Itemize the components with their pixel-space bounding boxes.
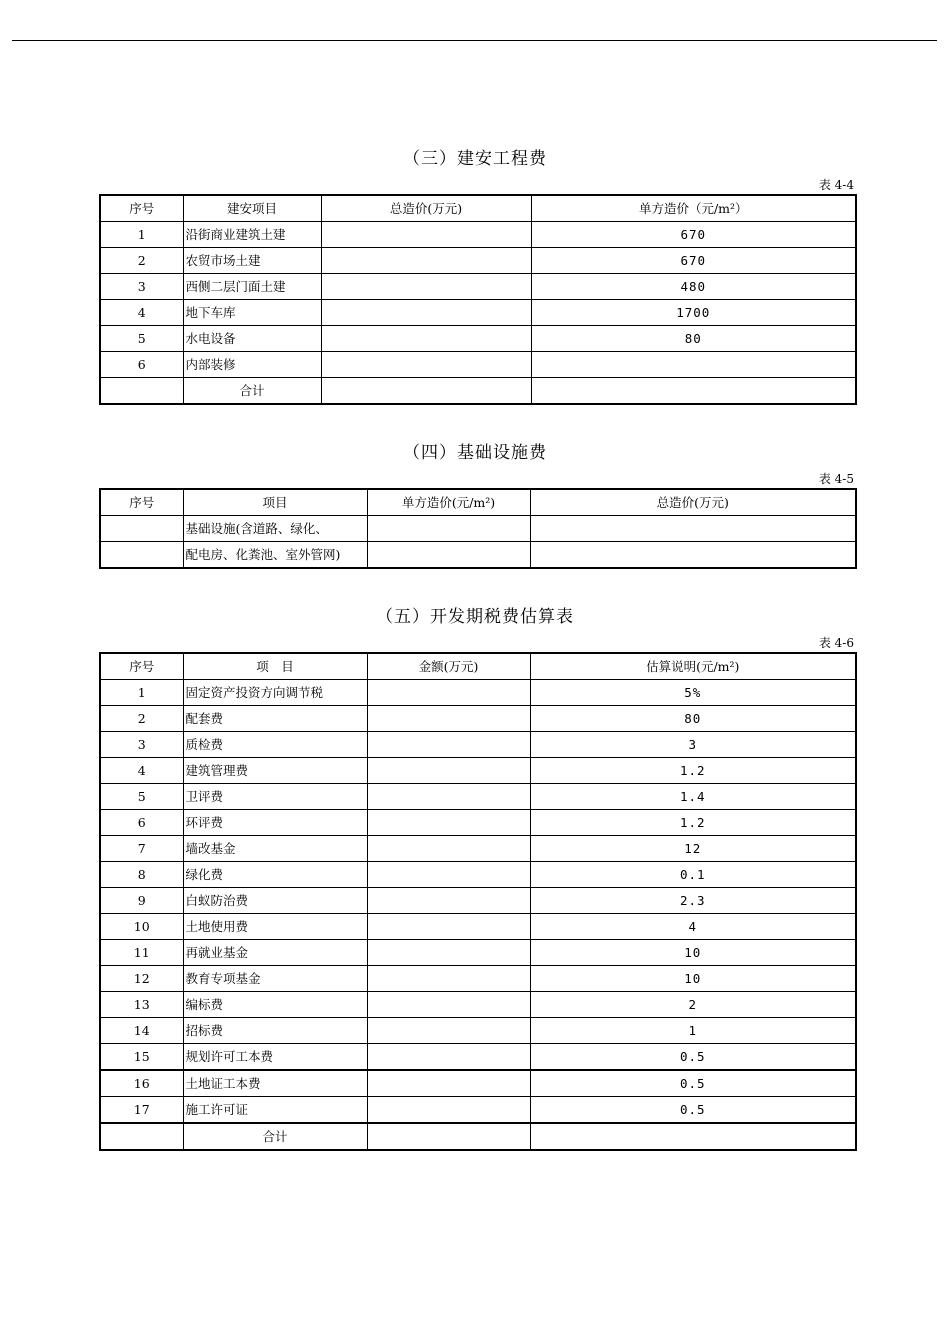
table-row bbox=[100, 706, 856, 732]
header-cell: 单方造价（元/m²） bbox=[531, 195, 856, 222]
estimate-note: 1 bbox=[530, 1018, 856, 1044]
table-row bbox=[100, 542, 856, 569]
header-cell: 估算说明(元/m²) bbox=[530, 653, 856, 680]
estimate-note: 10 bbox=[530, 940, 856, 966]
row-number: 12 bbox=[100, 966, 183, 992]
estimate-note: 0.5 bbox=[530, 1097, 856, 1124]
empty-cell bbox=[100, 516, 183, 542]
empty-cell bbox=[100, 542, 183, 569]
section5-table-number: 表 4-6 bbox=[818, 636, 854, 650]
item-name: 土地证工本费 bbox=[183, 1070, 367, 1097]
amount bbox=[367, 888, 530, 914]
header-cell: 总造价(万元) bbox=[530, 489, 856, 516]
table-row bbox=[100, 810, 856, 836]
unit-cost: 670 bbox=[531, 222, 856, 248]
row-number: 3 bbox=[100, 274, 183, 300]
amount bbox=[367, 862, 530, 888]
empty-cell bbox=[530, 542, 856, 569]
table-row bbox=[100, 326, 856, 352]
row-number: 9 bbox=[100, 888, 183, 914]
row-number: 8 bbox=[100, 862, 183, 888]
empty-cell bbox=[531, 378, 856, 405]
item-name: 教育专项基金 bbox=[183, 966, 367, 992]
total-row bbox=[100, 378, 856, 405]
estimate-note: 2.3 bbox=[530, 888, 856, 914]
item-name: 招标费 bbox=[183, 1018, 367, 1044]
estimate-note: 80 bbox=[530, 706, 856, 732]
amount bbox=[367, 732, 530, 758]
amount bbox=[367, 1097, 530, 1124]
item-name: 规划许可工本费 bbox=[183, 1044, 367, 1071]
row-number: 6 bbox=[100, 352, 183, 378]
amount bbox=[367, 966, 530, 992]
unit-cost: 670 bbox=[531, 248, 856, 274]
item-name: 环评费 bbox=[183, 810, 367, 836]
table-row bbox=[100, 274, 856, 300]
total-label: 合计 bbox=[183, 378, 321, 405]
table-row bbox=[100, 940, 856, 966]
row-number: 11 bbox=[100, 940, 183, 966]
table-row bbox=[100, 966, 856, 992]
estimate-note: 0.5 bbox=[530, 1070, 856, 1097]
estimate-note: 12 bbox=[530, 836, 856, 862]
total-cost bbox=[321, 300, 531, 326]
row-number: 16 bbox=[100, 1070, 183, 1097]
construction-cost-table bbox=[99, 194, 857, 405]
amount bbox=[367, 784, 530, 810]
item-name: 农贸市场土建 bbox=[183, 248, 321, 274]
header-cell: 建安项目 bbox=[183, 195, 321, 222]
item-name: 质检费 bbox=[183, 732, 367, 758]
total-cost bbox=[321, 352, 531, 378]
header-cell: 单方造价(元/m²) bbox=[367, 489, 530, 516]
page-top-rule bbox=[12, 40, 937, 41]
item-name: 施工许可证 bbox=[183, 1097, 367, 1124]
amount bbox=[367, 680, 530, 706]
table-header-row bbox=[100, 653, 856, 680]
item-name-line2: 配电房、化粪池、室外管网) bbox=[183, 542, 367, 569]
table-row bbox=[100, 222, 856, 248]
table-header-row bbox=[100, 195, 856, 222]
header-cell: 金额(万元) bbox=[367, 653, 530, 680]
item-name: 沿街商业建筑土建 bbox=[183, 222, 321, 248]
row-number: 2 bbox=[100, 248, 183, 274]
unit-cost bbox=[531, 352, 856, 378]
table-row bbox=[100, 862, 856, 888]
estimate-note: 5% bbox=[530, 680, 856, 706]
amount bbox=[367, 706, 530, 732]
section3-table-number: 表 4-4 bbox=[818, 178, 854, 192]
infrastructure-cost-table bbox=[99, 488, 857, 569]
section5-title: （五）开发期税费估算表 bbox=[376, 607, 574, 627]
empty-cell bbox=[100, 378, 183, 405]
item-name: 卫评费 bbox=[183, 784, 367, 810]
row-number: 4 bbox=[100, 758, 183, 784]
item-name: 再就业基金 bbox=[183, 940, 367, 966]
estimate-note: 3 bbox=[530, 732, 856, 758]
amount bbox=[367, 940, 530, 966]
row-number: 14 bbox=[100, 1018, 183, 1044]
table-row bbox=[100, 1018, 856, 1044]
item-name: 建筑管理费 bbox=[183, 758, 367, 784]
item-name: 土地使用费 bbox=[183, 914, 367, 940]
total-cost bbox=[321, 222, 531, 248]
table-row bbox=[100, 352, 856, 378]
table-row bbox=[100, 1070, 856, 1097]
total-cost bbox=[321, 326, 531, 352]
tax-fee-estimate-table bbox=[99, 652, 857, 1151]
estimate-note: 10 bbox=[530, 966, 856, 992]
section4-table-number: 表 4-5 bbox=[818, 472, 854, 486]
amount bbox=[367, 992, 530, 1018]
row-number: 7 bbox=[100, 836, 183, 862]
amount bbox=[367, 1070, 530, 1097]
table-row bbox=[100, 732, 856, 758]
row-number: 13 bbox=[100, 992, 183, 1018]
amount bbox=[367, 836, 530, 862]
table-row bbox=[100, 300, 856, 326]
row-number: 17 bbox=[100, 1097, 183, 1124]
header-cell: 项 目 bbox=[183, 653, 367, 680]
estimate-note: 1.2 bbox=[530, 810, 856, 836]
row-number: 2 bbox=[100, 706, 183, 732]
empty-cell bbox=[321, 378, 531, 405]
header-cell: 序号 bbox=[100, 653, 183, 680]
unit-cost: 480 bbox=[531, 274, 856, 300]
table-row bbox=[100, 1044, 856, 1071]
item-name: 地下车库 bbox=[183, 300, 321, 326]
estimate-note: 4 bbox=[530, 914, 856, 940]
table-row bbox=[100, 836, 856, 862]
estimate-note: 2 bbox=[530, 992, 856, 1018]
amount bbox=[367, 758, 530, 784]
table-row bbox=[100, 516, 856, 542]
amount bbox=[367, 1018, 530, 1044]
empty-cell bbox=[100, 1123, 183, 1150]
item-name: 绿化费 bbox=[183, 862, 367, 888]
table-row bbox=[100, 888, 856, 914]
row-number: 10 bbox=[100, 914, 183, 940]
empty-cell bbox=[530, 516, 856, 542]
table-row bbox=[100, 248, 856, 274]
row-number: 6 bbox=[100, 810, 183, 836]
row-number: 5 bbox=[100, 326, 183, 352]
empty-cell bbox=[367, 1123, 530, 1150]
header-cell: 项目 bbox=[183, 489, 367, 516]
table-header-row bbox=[100, 489, 856, 516]
empty-cell bbox=[367, 516, 530, 542]
row-number: 1 bbox=[100, 680, 183, 706]
item-name: 水电设备 bbox=[183, 326, 321, 352]
item-name: 白蚁防治费 bbox=[183, 888, 367, 914]
table-row bbox=[100, 680, 856, 706]
table-row bbox=[100, 914, 856, 940]
amount bbox=[367, 810, 530, 836]
table-row bbox=[100, 758, 856, 784]
row-number: 3 bbox=[100, 732, 183, 758]
section4-title: （四）基础设施费 bbox=[403, 443, 547, 463]
item-name: 编标费 bbox=[183, 992, 367, 1018]
amount bbox=[367, 914, 530, 940]
section3-title: （三）建安工程费 bbox=[403, 149, 547, 169]
empty-cell bbox=[530, 1123, 856, 1150]
table-row bbox=[100, 1097, 856, 1124]
estimate-note: 1.2 bbox=[530, 758, 856, 784]
estimate-note: 1.4 bbox=[530, 784, 856, 810]
total-row bbox=[100, 1123, 856, 1150]
amount bbox=[367, 1044, 530, 1071]
item-name: 西侧二层门面土建 bbox=[183, 274, 321, 300]
table-row bbox=[100, 784, 856, 810]
header-cell: 总造价(万元) bbox=[321, 195, 531, 222]
unit-cost: 80 bbox=[531, 326, 856, 352]
total-cost bbox=[321, 248, 531, 274]
total-label: 合计 bbox=[183, 1123, 367, 1150]
empty-cell bbox=[367, 542, 530, 569]
item-name: 内部装修 bbox=[183, 352, 321, 378]
header-cell: 序号 bbox=[100, 195, 183, 222]
total-cost bbox=[321, 274, 531, 300]
item-name: 配套费 bbox=[183, 706, 367, 732]
item-name-line1: 基础设施(含道路、绿化、 bbox=[183, 516, 367, 542]
row-number: 5 bbox=[100, 784, 183, 810]
row-number: 15 bbox=[100, 1044, 183, 1071]
row-number: 1 bbox=[100, 222, 183, 248]
unit-cost: 1700 bbox=[531, 300, 856, 326]
header-cell: 序号 bbox=[100, 489, 183, 516]
item-name: 固定资产投资方向调节税 bbox=[183, 680, 367, 706]
estimate-note: 0.1 bbox=[530, 862, 856, 888]
row-number: 4 bbox=[100, 300, 183, 326]
item-name: 墙改基金 bbox=[183, 836, 367, 862]
estimate-note: 0.5 bbox=[530, 1044, 856, 1071]
table-row bbox=[100, 992, 856, 1018]
